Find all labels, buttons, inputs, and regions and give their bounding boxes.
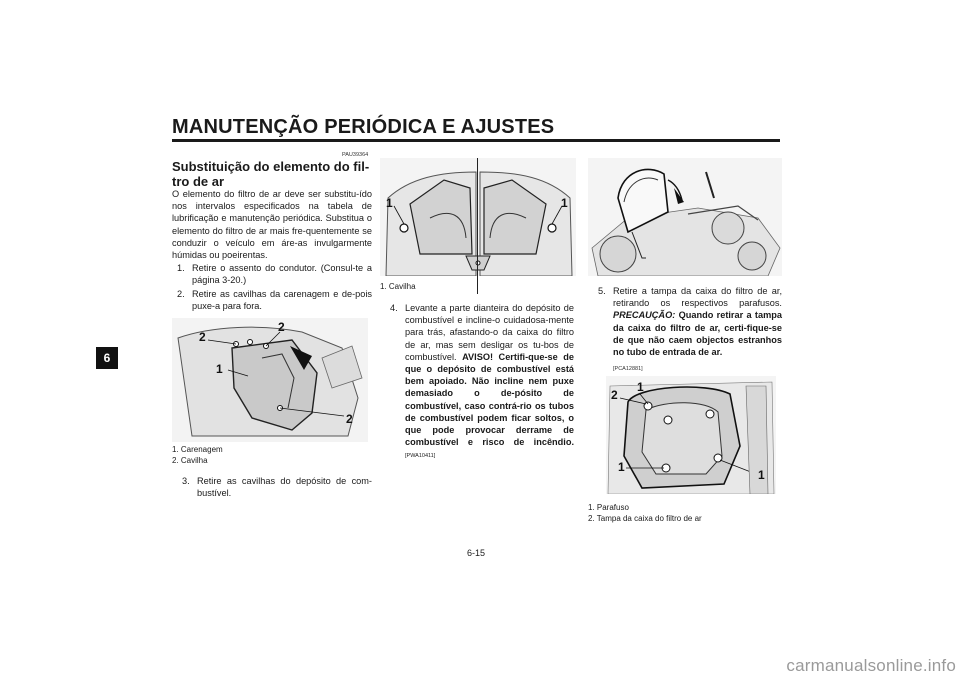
figure-airbox-cover <box>606 376 776 494</box>
caption-item: 2. Tampa da caixa do filtro de ar <box>588 513 702 523</box>
step-4 <box>390 302 574 463</box>
figure-divider <box>477 158 478 294</box>
caption-item: 1. Cavilha <box>380 282 416 291</box>
step-3 <box>182 475 372 499</box>
figure-fuel-tank-bolts <box>380 158 576 276</box>
callout-label: 2 <box>611 388 618 402</box>
caution-label: PRECAUÇÃO: <box>613 310 676 321</box>
step-text: Retire a tampa da caixa do filtro de ar, retirando os respectivos parafusos. <box>613 286 782 309</box>
caption-item: 1. Carenagem <box>172 445 223 454</box>
caution-text: Quando retirar a tampa da caixa do filtro de ar, certi-fique-se de que não caem objectos estranhos no tubo de entrada de ar. <box>613 310 782 358</box>
callout-label: 1 <box>758 468 765 482</box>
section-code: PAU39364 <box>342 152 369 158</box>
step-2 <box>177 288 372 312</box>
step-number: 3. <box>182 476 190 486</box>
step-number: 5. <box>598 286 606 296</box>
caption-item: 1. Parafuso <box>588 503 629 512</box>
step-number: 2. <box>177 289 185 299</box>
watermark: carmanualsonline.info <box>786 656 956 675</box>
callout-label: 1 <box>386 196 393 210</box>
fuel-tank-illustration <box>380 158 576 276</box>
step-text: Levante a parte dianteira do depósito de combustível e incline-o cuidadosa-mente para trás, afastando-o da caixa do filtro de ar, mas sem desligar os tu-bos de combustível. <box>405 303 574 362</box>
step-text: Retire as cavilhas do depósito de com-bustível. <box>197 476 372 499</box>
header-rule <box>172 139 780 142</box>
step-text: Retire o assento do condutor. (Consul-te a página 3-20.) <box>192 263 372 286</box>
figure-1-captions <box>172 445 372 466</box>
airbox-cover-illustration <box>606 376 776 494</box>
caption-item: 2. Cavilha <box>172 455 208 465</box>
callout-label: 2 <box>278 320 285 334</box>
chapter-tab: 6 <box>96 347 118 369</box>
warning-text: AVISO! Certifi-que-se de que o depósito de combustível está bem apoiado. Não incline nem puxe demasiado o de-pósito de combustível, caso contrá-rio os tubos de combustível podem ficar soltos, o que pode provocar derrame de combustível e risco de incêndio. <box>405 351 574 448</box>
figure-fairing <box>172 318 368 442</box>
figure-2-captions <box>380 282 570 293</box>
step-number: 1. <box>177 263 185 273</box>
step-5 <box>598 285 782 358</box>
figure-tank-tilted <box>588 158 782 276</box>
callout-label: 1 <box>618 460 625 474</box>
section-intro: O elemento do filtro de ar deve ser substitu-ído nos intervalos especificados na tabela de lubrificação e manutenção periódica. Substitua o elemento do filtro de ar mais fre-quentemente se conduzir o veículo em áre-as invulgarmente húmidas ou poeirentas. <box>172 189 372 261</box>
callout-label: 1 <box>637 380 644 394</box>
callout-label: 1 <box>561 196 568 210</box>
section-title: Substituição do elemento do fil-tro de ar <box>172 159 370 189</box>
callout-label: 1 <box>216 362 223 376</box>
page-number: 6-15 <box>467 548 486 558</box>
caution-code: [PCA12881] <box>613 366 643 372</box>
figure-4-captions <box>588 503 782 524</box>
tilted-tank-illustration <box>588 158 782 276</box>
callout-label: 2 <box>346 412 353 426</box>
step-number: 4. <box>390 303 398 313</box>
warning-code: [PWA10411] <box>405 453 436 460</box>
callout-label: 2 <box>199 330 206 344</box>
step-text: Retire as cavilhas da carenagem e de-pois puxe-a para fora. <box>192 289 372 312</box>
page-header-title: MANUTENÇÃO PERIÓDICA E AJUSTES <box>172 116 555 138</box>
step-1 <box>177 262 372 286</box>
